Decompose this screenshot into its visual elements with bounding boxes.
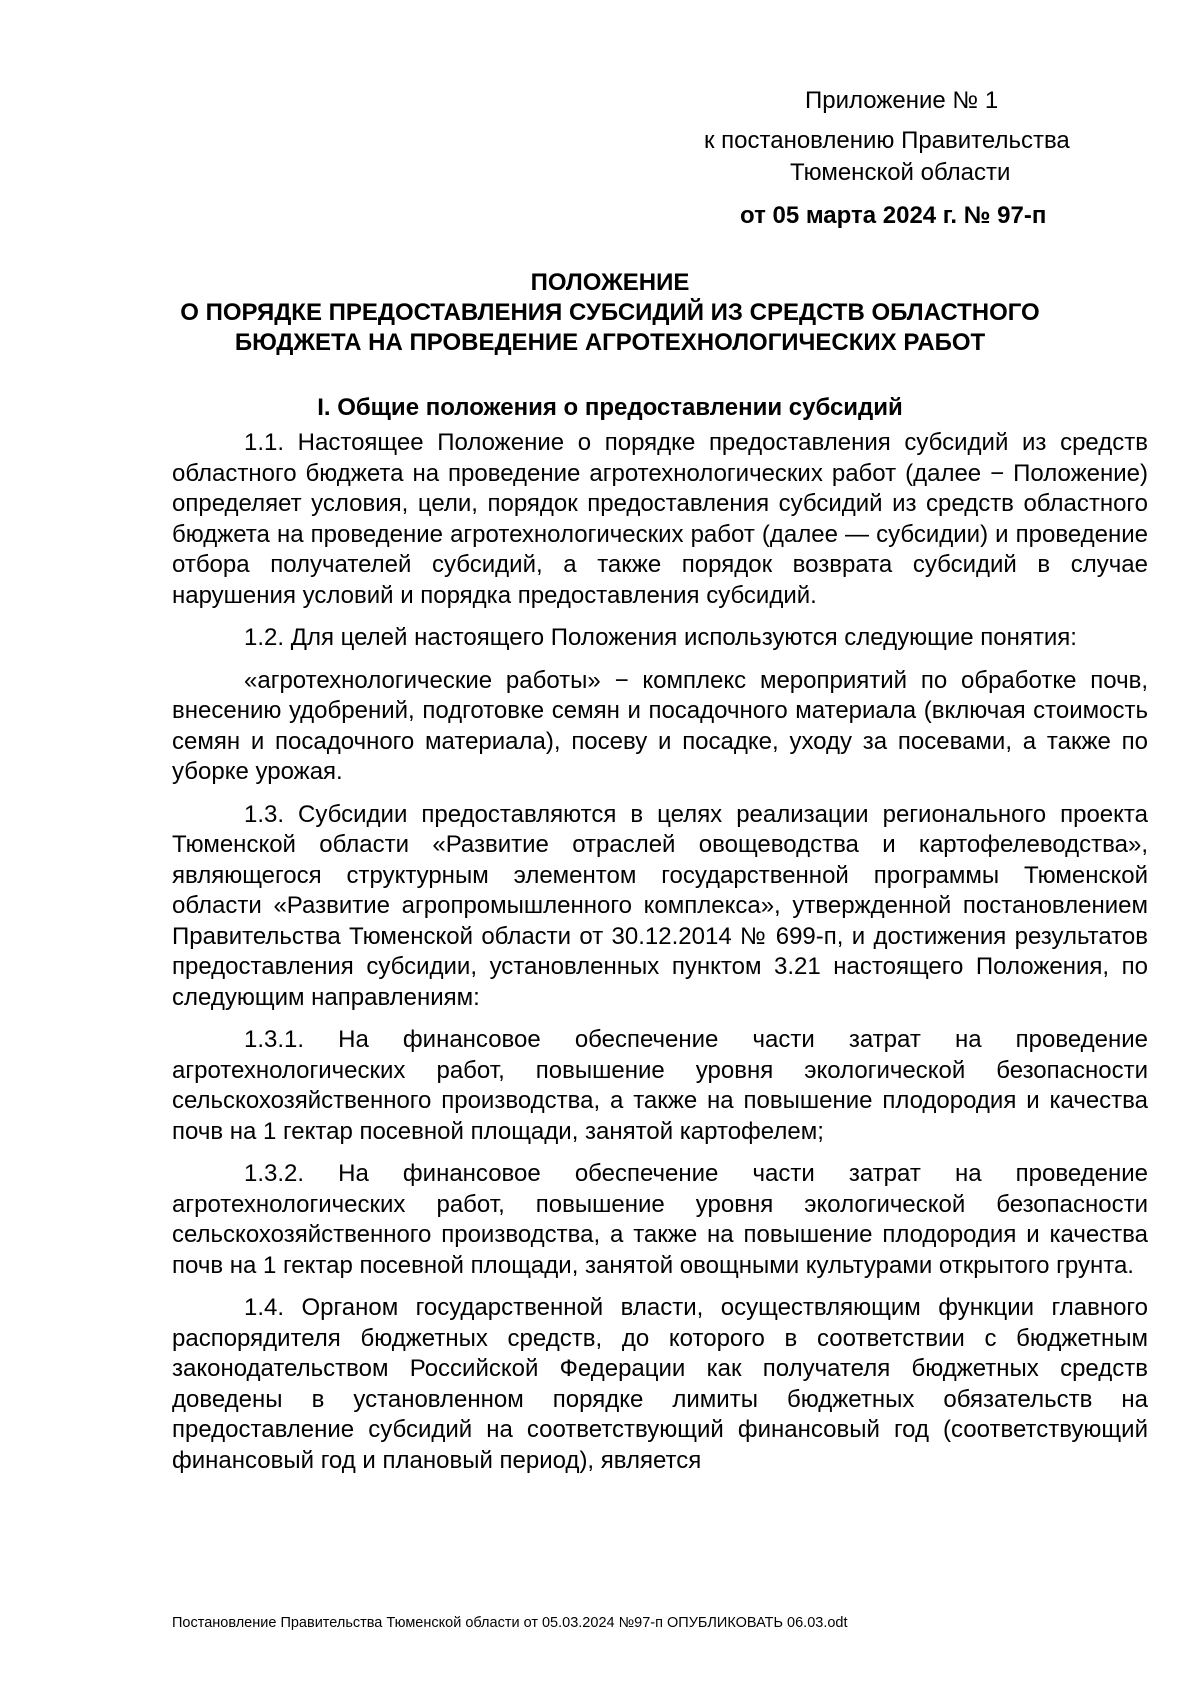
appendix-region: Тюменской области <box>790 159 1011 186</box>
title-line-1: ПОЛОЖЕНИЕ <box>530 269 690 296</box>
paragraph-definition: «агротехнологические работы» − комплекс мероприятий по обработке почв, внесению удобрений, подготовке семян и посадочного материала (включая стоимость семян и посадочного материала), посеву и посадке, уходу за посевами, а также по уборке урожая. <box>172 666 1148 785</box>
paragraph-1-2: 1.2. Для целей настоящего Положения используются следующие понятия: <box>244 624 1077 651</box>
title-line-2: О ПОРЯДКЕ ПРЕДОСТАВЛЕНИЯ СУБСИДИЙ ИЗ СРЕДСТВ ОБЛАСТНОГО <box>180 299 1040 326</box>
paragraph-1-3-2: 1.3.2. На финансовое обеспечение части затрат на проведение агротехнологических работ, повышение уровня экологической безопасности сельскохозяйственного производства, а также на повышение плодородия и качества почв на 1 гектар посевной площади, занятой овощными культурами открытого грунта. <box>172 1160 1148 1279</box>
page-footer: Постановление Правительства Тюменской области от 05.03.2024 №97-п ОПУБЛИКОВАТЬ 06.03.odt <box>172 1615 848 1631</box>
paragraph-1-3-1: 1.3.1. На финансовое обеспечение части затрат на проведение агротехнологических работ, повышение уровня экологической безопасности сельскохозяйственного производства, а также на повышение плодородия и качества почв на 1 гектар посевной площади, занятой картофелем; <box>172 1026 1148 1145</box>
document-title <box>150 268 1070 358</box>
appendix-to-resolution: к постановлению Правительства <box>704 127 1070 154</box>
paragraph-1-3: 1.3. Субсидии предоставляются в целях реализации регионального проекта Тюменской области «Развитие отраслей овощеводства и картофелеводства», являющегося структурным элементом государственной программы Тюменской области «Развитие агропромышленного комплекса», утвержденной постановлением Правительства Тюменской области от 30.12.2014 № 699-п, и достижения результатов предоставления субсидии, установленных пунктом 3.21 настоящего Положения, по следующим направлениям: <box>172 800 1148 1011</box>
section-heading: I. Общие положения о предоставлении субсидий <box>317 394 903 421</box>
resolution-date-number: от 05 марта 2024 г. № 97-п <box>740 202 1047 229</box>
appendix-number: Приложение № 1 <box>805 87 999 114</box>
paragraph-1-4: 1.4. Органом государственной власти, осуществляющим функции главного распорядителя бюджетных средств, до которого в соответствии с бюджетным законодательством Российской Федерации как получателя бюджетных средств доведены в установленном порядке лимиты бюджетных обязательств на предоставление субсидий на соответствующий финансовый год (соответствующий финансовый год и плановый период), является <box>172 1294 1148 1474</box>
paragraph-1-1: 1.1. Настоящее Положение о порядке предоставления субсидий из средств областного бюджета на проведение агротехнологических работ (далее − Положение) определяет условия, цели, порядок предоставления субсидий из средств областного бюджета на проведение агротехнологических работ (далее — субсидии) и проведение отбора получателей субсидий, а также порядок возврата субсидий в случае нарушения условий и порядка предоставления субсидий. <box>172 429 1148 609</box>
document-body <box>172 428 1148 1488</box>
title-line-3: БЮДЖЕТА НА ПРОВЕДЕНИЕ АГРОТЕХНОЛОГИЧЕСКИХ РАБОТ <box>234 329 986 356</box>
